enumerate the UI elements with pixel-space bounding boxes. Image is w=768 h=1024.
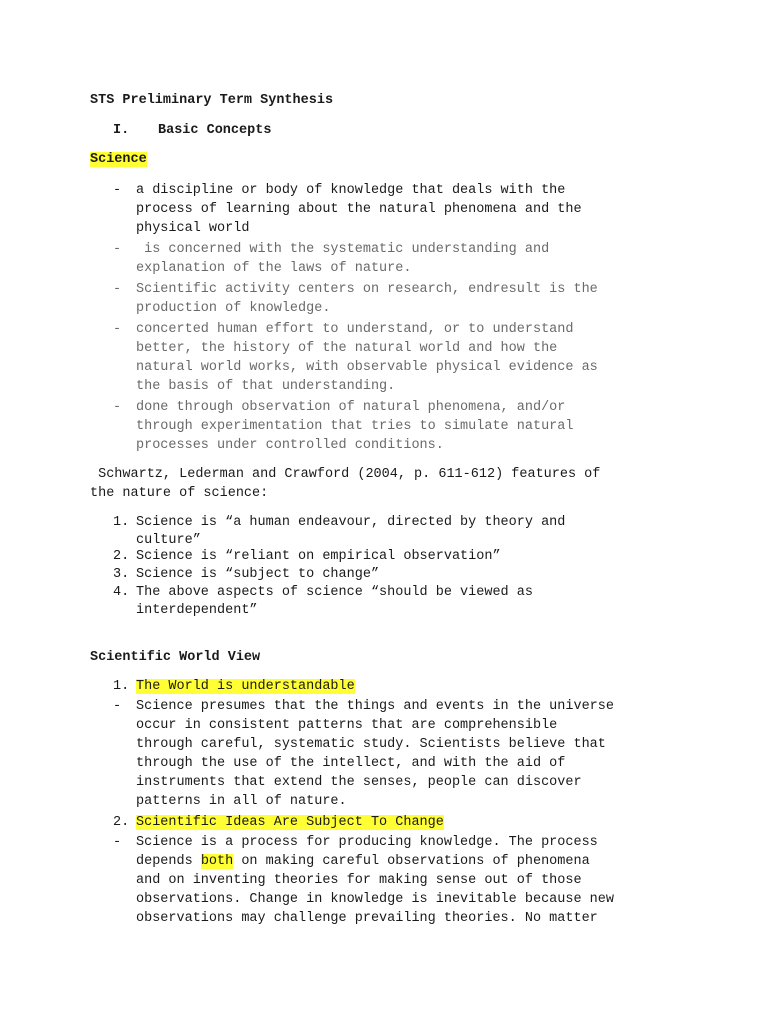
worldview-item-heading (136, 679, 355, 694)
body-line: occur in consistent patterns that are comprehensible (136, 718, 558, 733)
worldview-item-heading (136, 815, 444, 830)
bullet-line: natural world works, with observable physical evidence as (136, 360, 598, 375)
bullet-line: the basis of that understanding. (136, 379, 396, 394)
science-heading (90, 152, 147, 167)
text-after: on making careful observations of phenomena (233, 854, 590, 869)
list-number: 4. (113, 585, 130, 600)
list-number: 3. (113, 567, 130, 582)
bullet-line: through experimentation that tries to simulate natural (136, 419, 574, 434)
bullet-line: physical world (136, 221, 250, 236)
body-line: observations. Change in knowledge is inevitable because new (136, 892, 614, 907)
body-line: through careful, systematic study. Scientists believe that (136, 737, 606, 752)
list-number: 1. (113, 679, 130, 694)
list-item-line: The above aspects of science “should be viewed as (136, 585, 533, 600)
bullet-dash: - (113, 699, 122, 714)
bullet-dash: - (113, 242, 122, 257)
list-number: 2. (113, 549, 130, 564)
list-number: 2. (113, 815, 130, 830)
list-number: 1. (113, 515, 130, 530)
body-line: Science is a process for producing knowledge. The process (136, 835, 598, 850)
bullet-line: production of knowledge. (136, 301, 331, 316)
highlighted-word: both (200, 854, 234, 869)
features-intro-line: the nature of science: (90, 486, 269, 501)
body-line: instruments that extend the senses, people can discover (136, 775, 582, 790)
features-intro-line: Schwartz, Lederman and Crawford (2004, p. 611-612) features of (90, 467, 601, 482)
bullet-line: Scientific activity centers on research, endresult is the (136, 282, 598, 297)
section-number: I. (113, 123, 130, 138)
worldview-item-heading-highlight: The World is understandable (136, 679, 355, 694)
list-item-line: interdependent” (136, 603, 258, 618)
list-item-line: Science is “a human endeavour, directed by theory and (136, 515, 566, 530)
body-line-with-highlight (136, 854, 590, 869)
body-line: observations may challenge prevailing theories. No matter (136, 911, 598, 926)
bullet-line: better, the history of the natural world and how the (136, 341, 558, 356)
bullet-dash: - (113, 183, 122, 198)
bullet-line: process of learning about the natural phenomena and the (136, 202, 582, 217)
body-line: through the use of the intellect, and with the aid of (136, 756, 566, 771)
document-title: STS Preliminary Term Synthesis (90, 93, 334, 108)
body-line: and on inventing theories for making sense out of those (136, 873, 582, 888)
bullet-dash: - (113, 835, 122, 850)
science-heading-highlight: Science (90, 152, 147, 167)
section-title: Basic Concepts (158, 123, 272, 138)
body-line: patterns in all of nature. (136, 794, 347, 809)
worldview-heading: Scientific World View (90, 650, 261, 665)
bullet-dash: - (113, 282, 122, 297)
bullet-line: concerted human effort to understand, or to understand (136, 322, 574, 337)
bullet-line: explanation of the laws of nature. (136, 261, 412, 276)
body-line: Science presumes that the things and events in the universe (136, 699, 614, 714)
bullet-dash: - (113, 322, 122, 337)
bullet-line: processes under controlled conditions. (136, 438, 444, 453)
bullet-line: is concerned with the systematic understanding and (136, 242, 550, 257)
list-item-line: culture” (136, 533, 201, 548)
worldview-item-heading-highlight: Scientific Ideas Are Subject To Change (136, 815, 444, 830)
bullet-dash: - (113, 400, 122, 415)
list-item-line: Science is “subject to change” (136, 567, 380, 582)
text-before: depends (136, 854, 201, 869)
bullet-line: a discipline or body of knowledge that deals with the (136, 183, 566, 198)
list-item-line: Science is “reliant on empirical observation” (136, 549, 501, 564)
bullet-line: done through observation of natural phenomena, and/or (136, 400, 566, 415)
